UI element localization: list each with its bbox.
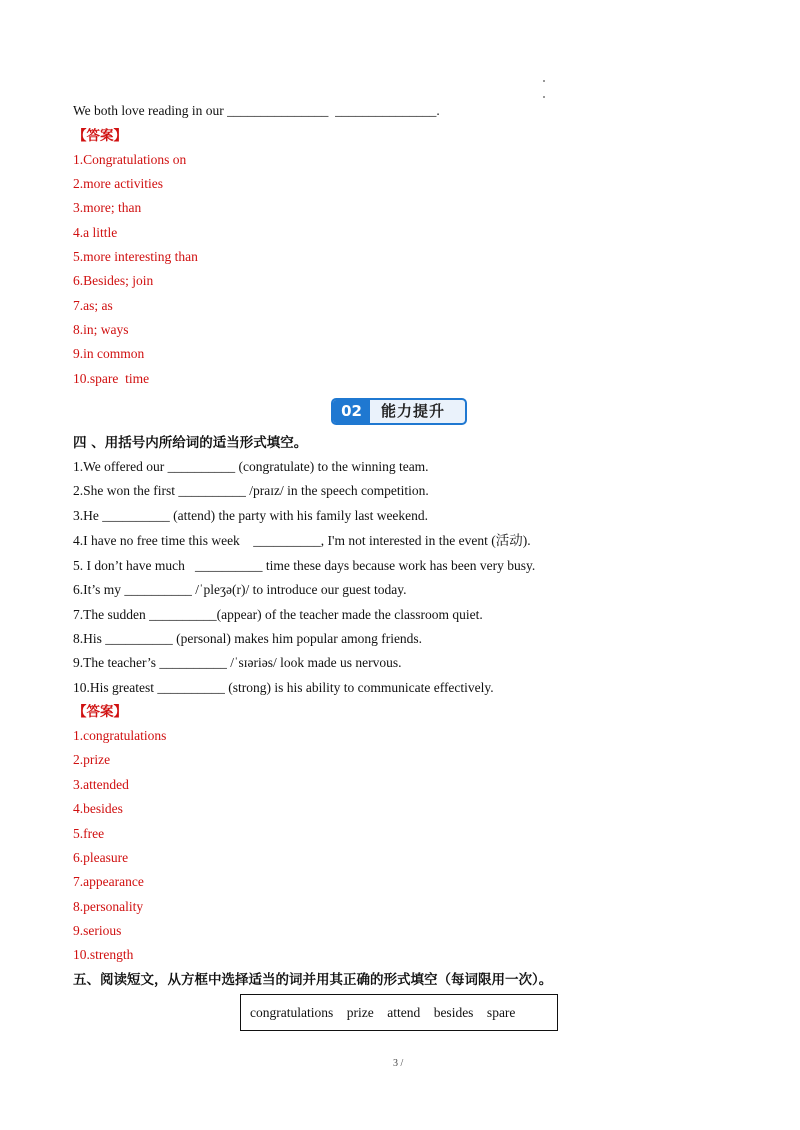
answer-item: 6.pleasure: [73, 850, 129, 865]
question-line: 2.She won the first __________ /praɪz/ in the speech competition.: [73, 483, 429, 498]
question-line: 4.I have no free time this week __________, I'm not interested in the event (活动).: [73, 533, 531, 548]
question-line: 8.His __________ (personal) makes him popular among friends.: [73, 631, 423, 646]
answer-item: 10.spare time: [73, 371, 150, 386]
answer-item: 9.in common: [73, 346, 145, 361]
answer-item: 7.appearance: [73, 874, 144, 889]
section-title: 四 、用括号内所给词的适当形式填空。: [73, 435, 308, 451]
question-line: 10.His greatest __________ (strong) is his ability to communicate effectively.: [73, 680, 494, 695]
question-line: 9.The teacher’s __________ /ˈsɪəriəs/ look made us nervous.: [73, 655, 402, 670]
question-line: 6.It’s my __________ /ˈpleʒə(r)/ to introduce our guest today.: [73, 582, 407, 597]
answer-item: 6.Besides; join: [73, 273, 154, 288]
answer-item: 3.attended: [73, 777, 129, 792]
answer-item: 4.besides: [73, 801, 123, 816]
answer-item: 1.congratulations: [73, 728, 167, 743]
answer-item: 2.prize: [73, 752, 111, 767]
answer-header: 【答案】: [73, 704, 127, 719]
answer-item: 4.a little: [73, 225, 118, 240]
badge-number: 02: [333, 400, 370, 423]
answer-item: 8.in; ways: [73, 322, 129, 337]
question-line: 3.He __________ (attend) the party with his family last weekend.: [73, 508, 429, 523]
badge-title: 能力提升: [381, 402, 446, 420]
decorative-dot: [543, 96, 545, 98]
answer-item: 1.Congratulations on: [73, 152, 187, 167]
answer-item: 7.as; as: [73, 298, 113, 313]
question-line: 7.The sudden __________(appear) of the teacher made the classroom quiet.: [73, 607, 483, 622]
decorative-dot: [543, 80, 545, 82]
section-title: 五、阅读短文，从方框中选择适当的词并用其正确的形式填空（每词限用一次）。: [73, 972, 553, 988]
answer-item: 5.more interesting than: [73, 249, 198, 264]
answer-item: 2.more activities: [73, 176, 163, 191]
question-line: 5. I don’t have much __________ time these days because work has been very busy.: [73, 558, 536, 573]
section-badge: [331, 398, 467, 425]
answer-item: 5.free: [73, 826, 105, 841]
answer-header: 【答案】: [73, 128, 127, 143]
answer-item: 10.strength: [73, 947, 134, 962]
page-number: 3 /: [393, 1058, 404, 1069]
answer-item: 9.serious: [73, 923, 122, 938]
answer-item: 3.more; than: [73, 200, 142, 215]
answer-item: 8.personality: [73, 899, 144, 914]
word-bank-box: congratulations prize attend besides spare: [240, 994, 558, 1031]
question-line: We both love reading in our _______________ _______________.: [73, 103, 440, 118]
question-line: 1.We offered our __________ (congratulate) to the winning team.: [73, 459, 429, 474]
